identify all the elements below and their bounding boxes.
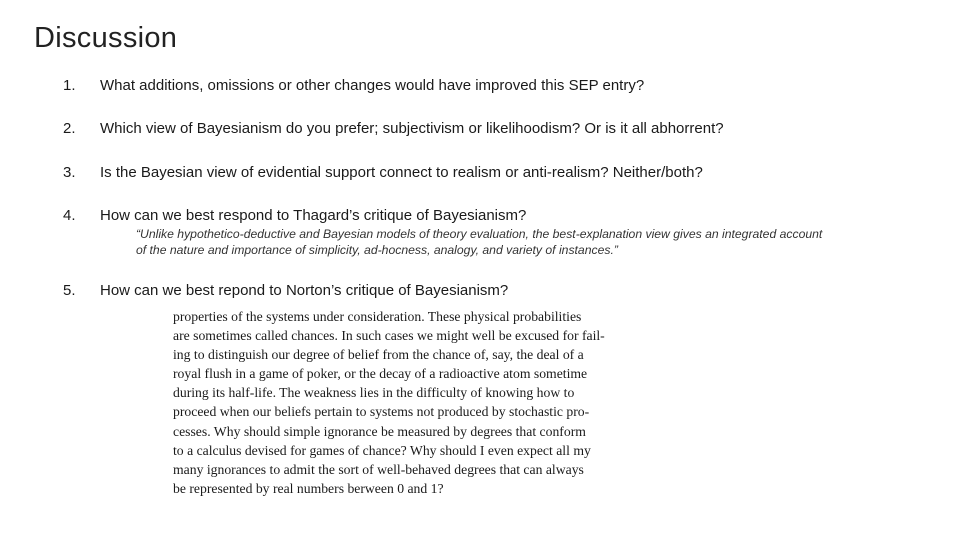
slide-title: Discussion xyxy=(34,22,178,54)
quote-line: “Unlike hypothetico-deductive and Bayesian models of theory evaluation, the best-explanation view gives an integrated account xyxy=(136,227,823,241)
excerpt-line: to a calculus devised for games of chance? Why should I even expect all my xyxy=(173,442,591,458)
excerpt-line: be represented by real numbers berween 0 and 1? xyxy=(173,480,444,496)
excerpt-line: royal flush in a game of poker, or the decay of a radioactive atom sometime xyxy=(173,366,588,382)
question-number: 2. xyxy=(63,120,76,137)
question-text: Which view of Bayesianism do you prefer; subjectivism or likelihoodism? Or is it all abhorrent? xyxy=(100,120,724,137)
quote-line: of the nature and importance of simplicity, ad-hocness, analogy, and variety of instances.” xyxy=(136,243,618,257)
thagard-quote xyxy=(136,226,876,258)
excerpt-line: many ignorances to admit the sort of well-behaved degrees that can always xyxy=(173,461,584,477)
question-text: Is the Bayesian view of evidential support connect to realism or anti-realism? Neither/both? xyxy=(100,164,703,181)
question-number: 3. xyxy=(63,164,76,181)
question-number: 4. xyxy=(63,207,76,224)
question-text: How can we best repond to Norton’s critique of Bayesianism? xyxy=(100,282,509,299)
question-text: What additions, omissions or other changes would have improved this SEP entry? xyxy=(100,77,645,94)
question-number: 1. xyxy=(63,77,76,94)
excerpt-line: cesses. Why should simple ignorance be measured by degrees that conform xyxy=(173,423,586,439)
excerpt-line: proceed when our beliefs pertain to systems not produced by stochastic pro- xyxy=(173,404,590,420)
question-text: How can we best respond to Thagard’s critique of Bayesianism? xyxy=(100,207,527,224)
norton-excerpt xyxy=(173,307,623,498)
excerpt-line: during its half-life. The weakness lies in the difficulty of knowing how to xyxy=(173,385,575,401)
question-number: 5. xyxy=(63,282,76,299)
excerpt-line: ing to distinguish our degree of belief from the chance of, say, the deal of a xyxy=(173,347,584,363)
excerpt-line: properties of the systems under consideration. These physical probabilities xyxy=(173,309,582,324)
excerpt-line: are sometimes called chances. In such cases we might well be excused for fail- xyxy=(173,328,605,344)
